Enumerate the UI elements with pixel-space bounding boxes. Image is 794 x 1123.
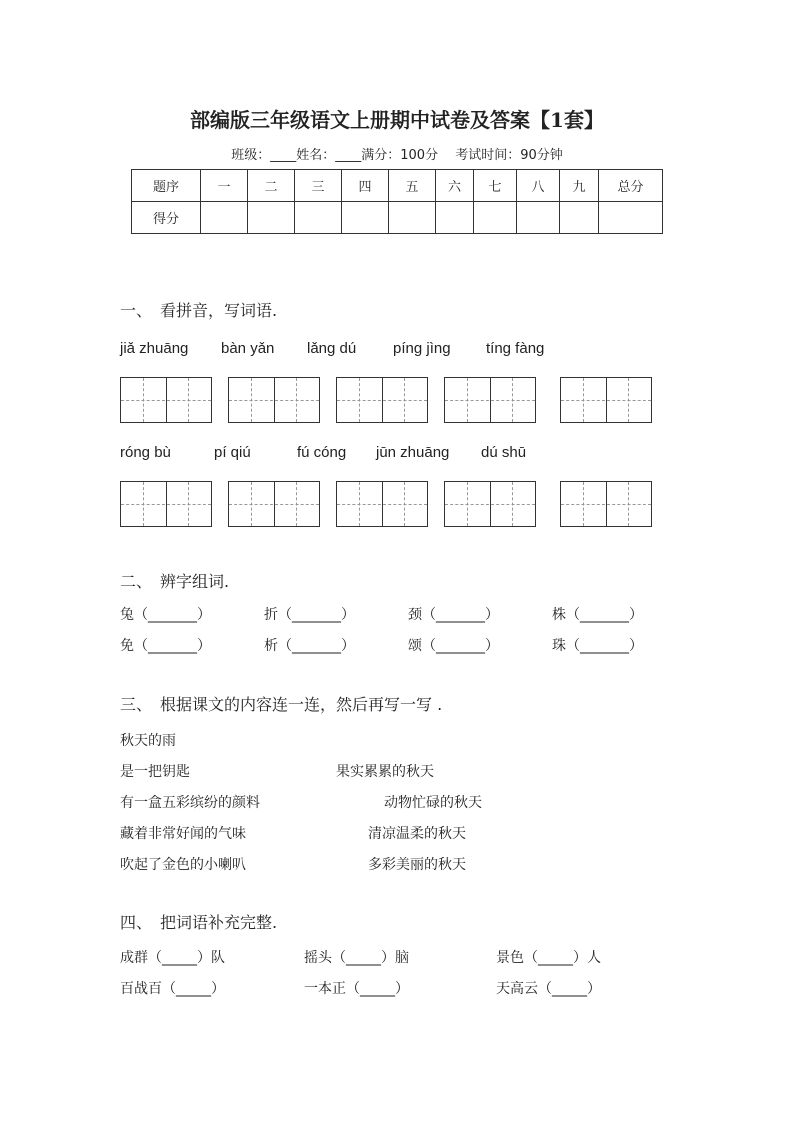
pinyin-label: bàn yǎn	[221, 340, 275, 357]
section-4-heading: 四、 把词语补充完整.	[120, 913, 278, 932]
idiom-item: 天高云（_____）	[496, 981, 601, 997]
score-cell[interactable]	[517, 202, 560, 234]
section-1-heading: 一、 看拼音，写词语.	[120, 301, 278, 320]
writing-grid-box[interactable]	[120, 481, 212, 527]
idiom-item: 百战百（_____）	[120, 981, 225, 997]
score-header-cell: 一	[201, 170, 248, 202]
page-title: 部编版三年级语文上册期中试卷及答案【1套】	[190, 108, 604, 132]
score-cell[interactable]	[389, 202, 436, 234]
score-cell[interactable]	[201, 202, 248, 234]
score-header-cell: 八	[517, 170, 560, 202]
match-left-item[interactable]: 吹起了金色的小喇叭	[120, 857, 246, 873]
match-right-item[interactable]: 多彩美丽的秋天	[368, 857, 466, 873]
idiom-item: 一本正（_____）	[304, 981, 409, 997]
score-cell[interactable]	[436, 202, 474, 234]
score-header-cell: 五	[389, 170, 436, 202]
score-table	[131, 169, 663, 234]
word-group-item: 颈（_______）	[408, 607, 499, 623]
score-cell[interactable]	[248, 202, 295, 234]
writing-grid-box[interactable]	[444, 481, 536, 527]
match-left-item[interactable]: 藏着非常好闻的气味	[120, 826, 246, 842]
writing-grid-box[interactable]	[444, 377, 536, 423]
match-right-item[interactable]: 果实累累的秋天	[336, 764, 434, 780]
score-cell[interactable]	[560, 202, 599, 234]
writing-grid-box[interactable]	[228, 377, 320, 423]
match-intro: 秋天的雨	[120, 733, 176, 749]
match-left-item[interactable]: 是一把钥匙	[120, 764, 190, 780]
writing-grid-box[interactable]	[228, 481, 320, 527]
word-group-item: 颂（_______）	[408, 638, 499, 654]
score-header-cell: 总分	[599, 170, 663, 202]
score-cell[interactable]	[474, 202, 517, 234]
score-header-cell: 二	[248, 170, 295, 202]
score-header-cell: 九	[560, 170, 599, 202]
score-header-cell: 四	[342, 170, 389, 202]
score-cell[interactable]	[342, 202, 389, 234]
word-group-item: 兔（_______）	[120, 607, 211, 623]
score-header-cell: 七	[474, 170, 517, 202]
pinyin-label: lǎng dú	[307, 340, 357, 357]
pinyin-label: pí qiú	[214, 444, 251, 461]
pinyin-label: dú shū	[481, 444, 527, 461]
word-group-item: 珠（_______）	[552, 638, 643, 654]
match-left-item[interactable]: 有一盒五彩缤纷的颜料	[120, 795, 260, 811]
writing-grid-box[interactable]	[336, 481, 428, 527]
score-header-cell: 三	[295, 170, 342, 202]
section-2-heading: 二、 辨字组词.	[120, 572, 230, 591]
pinyin-label: jūn zhuāng	[376, 444, 450, 461]
pinyin-label: fú cóng	[297, 444, 347, 461]
pinyin-label: jiǎ zhuāng	[120, 340, 189, 357]
writing-grid-box[interactable]	[120, 377, 212, 423]
writing-grid-box[interactable]	[560, 377, 652, 423]
word-group-item: 株（_______）	[552, 607, 643, 623]
match-right-item[interactable]: 动物忙碌的秋天	[384, 795, 482, 811]
score-header-cell: 六	[436, 170, 474, 202]
writing-grid-box[interactable]	[336, 377, 428, 423]
pinyin-label: píng jìng	[393, 340, 451, 357]
pinyin-label: róng bù	[120, 444, 171, 461]
score-header-cell: 题序	[132, 170, 201, 202]
score-cell[interactable]	[295, 202, 342, 234]
writing-grid-box[interactable]	[560, 481, 652, 527]
exam-info: 班级：____姓名：____满分：100分 考试时间：90分钟	[231, 148, 563, 163]
pinyin-label: tíng fàng	[486, 340, 545, 357]
score-cell[interactable]	[599, 202, 663, 234]
match-right-item[interactable]: 清凉温柔的秋天	[368, 826, 466, 842]
word-group-item: 折（_______）	[264, 607, 355, 623]
score-table-score-row	[132, 202, 663, 234]
word-group-item: 析（_______）	[264, 638, 355, 654]
section-3-heading: 三、 根据课文的内容连一连，然后再写一写 .	[120, 695, 443, 714]
score-row-label: 得分	[132, 202, 201, 234]
word-group-item: 免（_______）	[120, 638, 211, 654]
idiom-item: 成群（_____）队	[120, 950, 225, 966]
score-table-header-row	[132, 170, 663, 202]
idiom-item: 景色（_____）人	[496, 950, 601, 966]
idiom-item: 摇头（_____）脑	[304, 950, 409, 966]
